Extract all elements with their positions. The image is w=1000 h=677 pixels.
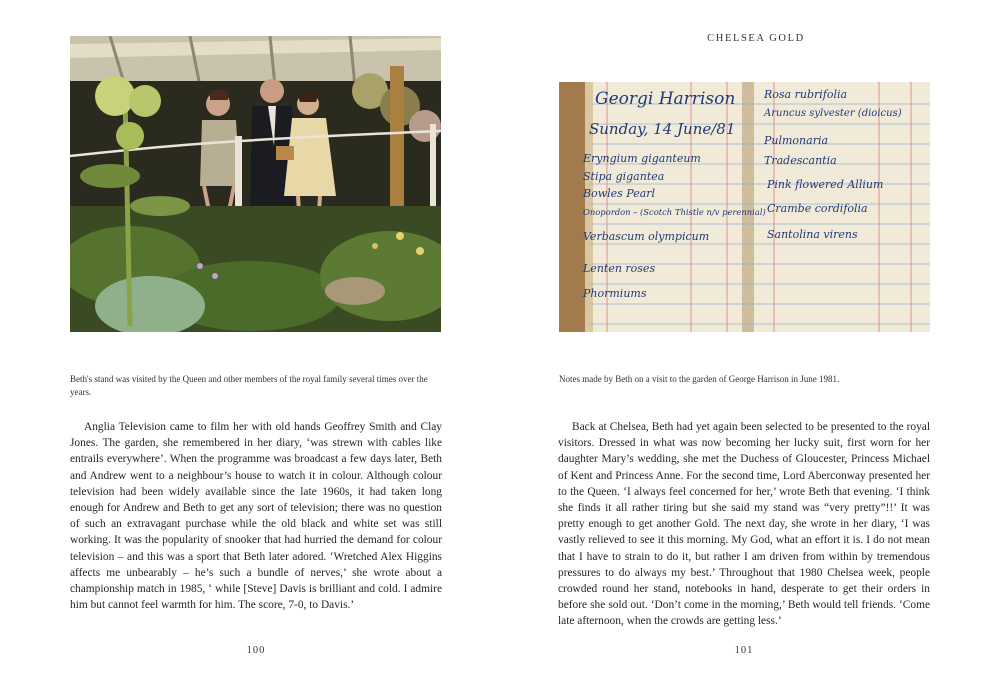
photo-caption: Beth's stand was visited by the Queen and other members of the royal family several times over the years. [70, 374, 428, 397]
body-text-left [70, 419, 442, 613]
note-line: Verbascum olympicum [583, 230, 710, 243]
note-line: Crambe cordifolia [767, 202, 868, 215]
royal-visit-photo [70, 36, 441, 332]
note-line: Pulmonaria [764, 134, 829, 147]
page-number: 101 [734, 645, 754, 656]
page-number: 100 [246, 645, 266, 656]
notebook-photo [559, 82, 930, 332]
note-line: Stipa gigantea [583, 170, 665, 183]
note-line: Aruncus sylvester (dioicus) [764, 108, 902, 119]
note-line: Onopordon – (Scotch Thistle n/v perennial) [583, 207, 766, 217]
notebook-caption: Notes made by Beth on a visit to the garden of George Harrison in June 1981. [559, 374, 840, 384]
note-line: Eryngium giganteum [583, 152, 701, 165]
body-text-right [558, 419, 930, 630]
note-line: Rosa rubrifolia [764, 88, 848, 101]
note-line: Lenten roses [583, 262, 656, 275]
paragraph: Anglia Television came to film her with old hands Geoffrey Smith and Clay Jones. The garden, she remembered in her diary, ‘was strewn with cables like entrails everywhere’. When the programme was broadcast a few days later, Beth and Andrew went to a neighbour’s house to watch it in colour. Although colour television had been widely available since the late 1960s, it had taken long enough for Andrew and Beth to get any sort of television; there was no question of such an extravagant purchase while the old black and white set was still working. It was the popularity of snooker that had hurried the demand for colour television – and this was a sport that Beth later adored. ‘Wretched Alex Higgins affects me unbearably – he’s such a bundle of nerves,’ she wrote about a championship match in 1985, ‘ while [Steve] Davis is brilliant and cold. I admire him but cannot feel warmth for him. The score, 7-0, to Davis.’ [70, 421, 442, 612]
note-line: Phormiums [583, 287, 647, 300]
paragraph: Back at Chelsea, Beth had yet again been selected to be presented to the royal visitors. Dressed in what was now becoming her lucky suit, first worn for her daughter Mary’s wedding, she met the Duchess of Gloucester, Princess Michael of Kent and Princess Anne. For the second time, Lord Aberconway presented her to the Queen. ‘I always feel concerned for her,’ wrote Beth that evening. ‘I think she finds it all rather tiring but she said my stand was “very pretty”!!’ It was pretty enough to get another Gold. The next day, she wrote in her diary, ‘I was vastly relieved to see it this morning. My God, what an effort it is. I do not mean that I have to strain to do it, but rather I am driven from within by tremendous pressures to do always my best.’ Throughout that 1980 Chelsea week, people crowded round her stand, notebooks in hand, desperate to get their orders in before she sold out. ‘Don’t come in the morning,’ Beth would tell friends. ‘Come late afternoon, when the crowds are getting less.’ [558, 421, 930, 628]
note-line: Bowles Pearl [583, 187, 656, 200]
note-line: Sunday, 14 June/81 [589, 120, 736, 138]
note-line: Pink flowered Allium [767, 178, 884, 191]
note-line: Tradescantia [764, 154, 837, 167]
note-line: Georgi Harrison [595, 89, 736, 109]
right-page [500, 0, 1000, 677]
note-line: Santolina virens [767, 228, 858, 241]
running-head: CHELSEA GOLD [707, 33, 805, 44]
